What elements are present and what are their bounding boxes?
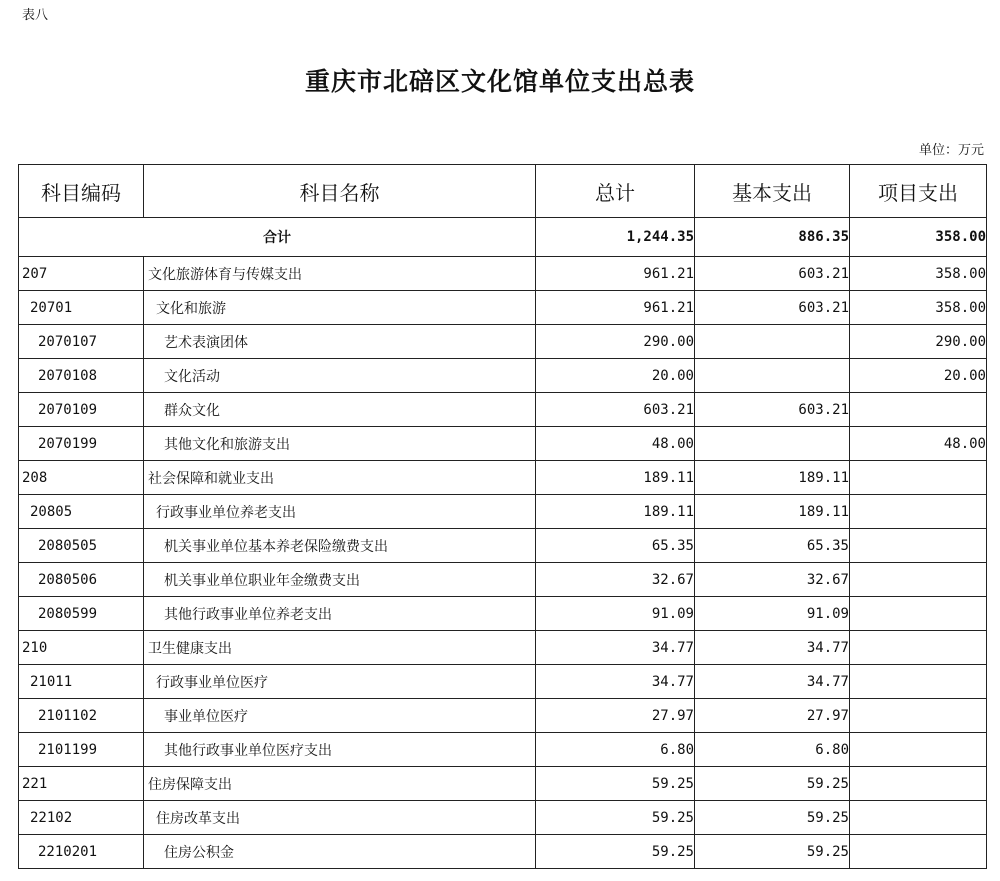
row-total: 290.00 — [536, 325, 695, 359]
table-row — [19, 291, 987, 325]
row-total: 189.11 — [536, 495, 695, 529]
row-project — [850, 733, 987, 767]
table-row — [19, 767, 987, 801]
row-code: 2080505 — [19, 529, 144, 563]
row-code: 21011 — [19, 665, 144, 699]
row-total: 32.67 — [536, 563, 695, 597]
row-name: 文化旅游体育与传媒支出 — [144, 257, 536, 291]
table-row — [19, 699, 987, 733]
table-row — [19, 325, 987, 359]
row-project — [850, 393, 987, 427]
row-basic — [695, 359, 850, 393]
table-row — [19, 257, 987, 291]
table-row — [19, 665, 987, 699]
row-basic: 189.11 — [695, 461, 850, 495]
row-project — [850, 495, 987, 529]
row-code: 210 — [19, 631, 144, 665]
row-name: 社会保障和就业支出 — [144, 461, 536, 495]
row-basic: 59.25 — [695, 801, 850, 835]
row-basic: 32.67 — [695, 563, 850, 597]
table-row — [19, 597, 987, 631]
row-code: 2070108 — [19, 359, 144, 393]
row-basic: 603.21 — [695, 257, 850, 291]
row-name: 文化和旅游 — [144, 291, 536, 325]
row-name: 机关事业单位基本养老保险缴费支出 — [144, 529, 536, 563]
row-name: 住房公积金 — [144, 835, 536, 869]
row-code: 2070107 — [19, 325, 144, 359]
row-name: 行政事业单位医疗 — [144, 665, 536, 699]
table-row — [19, 461, 987, 495]
row-basic: 189.11 — [695, 495, 850, 529]
row-project — [850, 631, 987, 665]
row-total: 34.77 — [536, 631, 695, 665]
table-row — [19, 563, 987, 597]
total-basic: 886.35 — [695, 218, 850, 257]
row-code: 208 — [19, 461, 144, 495]
row-total: 603.21 — [536, 393, 695, 427]
row-name: 其他文化和旅游支出 — [144, 427, 536, 461]
row-code: 2070109 — [19, 393, 144, 427]
row-total: 59.25 — [536, 767, 695, 801]
row-name: 事业单位医疗 — [144, 699, 536, 733]
header-total: 总计 — [536, 165, 695, 218]
row-basic: 603.21 — [695, 291, 850, 325]
table-row — [19, 631, 987, 665]
row-name: 行政事业单位养老支出 — [144, 495, 536, 529]
row-code: 20701 — [19, 291, 144, 325]
row-basic: 6.80 — [695, 733, 850, 767]
row-code: 22102 — [19, 801, 144, 835]
row-name: 卫生健康支出 — [144, 631, 536, 665]
row-total: 65.35 — [536, 529, 695, 563]
row-project: 290.00 — [850, 325, 987, 359]
row-total: 27.97 — [536, 699, 695, 733]
row-name: 其他行政事业单位医疗支出 — [144, 733, 536, 767]
row-total: 189.11 — [536, 461, 695, 495]
row-name: 艺术表演团体 — [144, 325, 536, 359]
row-basic: 34.77 — [695, 665, 850, 699]
row-name: 住房保障支出 — [144, 767, 536, 801]
row-code: 2080506 — [19, 563, 144, 597]
table-row — [19, 529, 987, 563]
row-project — [850, 801, 987, 835]
row-total: 34.77 — [536, 665, 695, 699]
unit-note: 单位：万元 — [918, 143, 984, 158]
row-code: 2070199 — [19, 427, 144, 461]
row-project — [850, 665, 987, 699]
row-basic: 91.09 — [695, 597, 850, 631]
expenditure-table — [18, 164, 987, 869]
row-project — [850, 699, 987, 733]
row-total: 48.00 — [536, 427, 695, 461]
row-code: 2101199 — [19, 733, 144, 767]
row-basic: 59.25 — [695, 835, 850, 869]
row-name: 住房改革支出 — [144, 801, 536, 835]
row-basic: 27.97 — [695, 699, 850, 733]
header-basic: 基本支出 — [695, 165, 850, 218]
row-name: 文化活动 — [144, 359, 536, 393]
header-row — [19, 165, 987, 218]
page-title: 重庆市北碚区文化馆单位支出总表 — [304, 67, 695, 96]
row-project: 358.00 — [850, 291, 987, 325]
row-name: 其他行政事业单位养老支出 — [144, 597, 536, 631]
row-basic — [695, 427, 850, 461]
row-total: 961.21 — [536, 291, 695, 325]
row-total: 59.25 — [536, 835, 695, 869]
row-basic: 603.21 — [695, 393, 850, 427]
row-code: 2101102 — [19, 699, 144, 733]
row-project — [850, 767, 987, 801]
row-project — [850, 597, 987, 631]
total-project: 358.00 — [850, 218, 987, 257]
table-row — [19, 359, 987, 393]
header-code: 科目编码 — [19, 165, 144, 218]
total-label: 合计 — [19, 218, 536, 257]
row-code: 2210201 — [19, 835, 144, 869]
total-sum: 1,244.35 — [536, 218, 695, 257]
row-basic: 34.77 — [695, 631, 850, 665]
row-basic: 59.25 — [695, 767, 850, 801]
table-row — [19, 495, 987, 529]
row-name: 群众文化 — [144, 393, 536, 427]
table-row — [19, 801, 987, 835]
row-name: 机关事业单位职业年金缴费支出 — [144, 563, 536, 597]
table-label: 表八 — [22, 8, 49, 23]
header-project: 项目支出 — [850, 165, 987, 218]
row-code: 20805 — [19, 495, 144, 529]
row-project: 48.00 — [850, 427, 987, 461]
row-total: 6.80 — [536, 733, 695, 767]
table-row — [19, 427, 987, 461]
row-basic: 65.35 — [695, 529, 850, 563]
header-name: 科目名称 — [144, 165, 536, 218]
table-row — [19, 835, 987, 869]
row-project: 20.00 — [850, 359, 987, 393]
table-row — [19, 393, 987, 427]
row-total: 961.21 — [536, 257, 695, 291]
row-total: 20.00 — [536, 359, 695, 393]
row-code: 221 — [19, 767, 144, 801]
row-project: 358.00 — [850, 257, 987, 291]
row-code: 207 — [19, 257, 144, 291]
row-project — [850, 461, 987, 495]
row-code: 2080599 — [19, 597, 144, 631]
row-project — [850, 529, 987, 563]
total-row — [19, 218, 987, 257]
row-basic — [695, 325, 850, 359]
row-project — [850, 835, 987, 869]
table-row — [19, 733, 987, 767]
row-total: 91.09 — [536, 597, 695, 631]
row-project — [850, 563, 987, 597]
row-total: 59.25 — [536, 801, 695, 835]
